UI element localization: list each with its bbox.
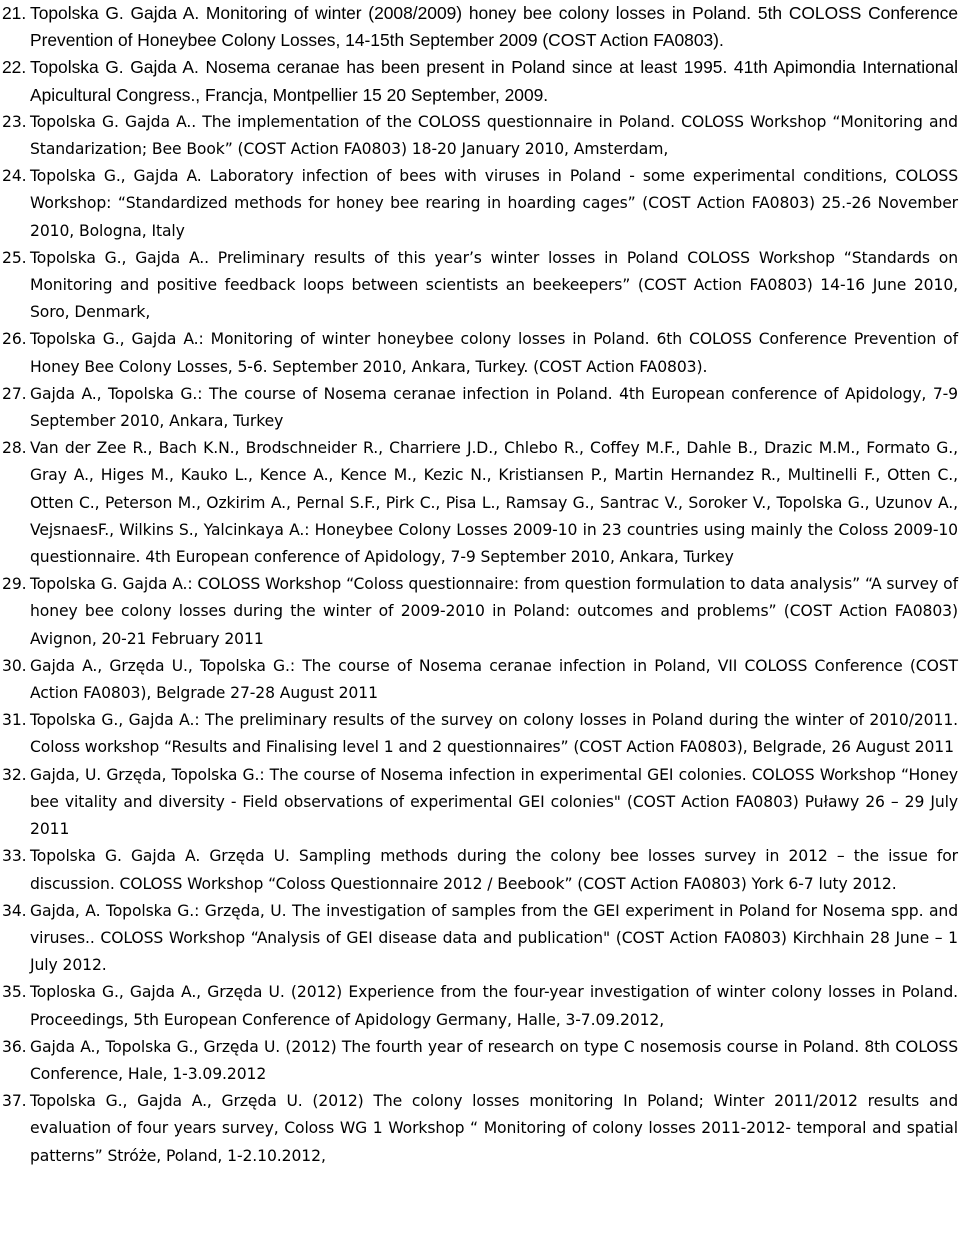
reference-text: Gajda A., Topolska G.: The course of Nosema ceranae infection in Poland. 4th European conference of Apidology, 7-9 September 2010, Ankara, Turkey <box>30 384 958 431</box>
reference-item <box>2 843 958 897</box>
reference-item <box>2 1034 958 1088</box>
reference-item <box>2 435 958 571</box>
reference-item <box>2 109 958 163</box>
reference-number: 31. <box>2 711 27 730</box>
reference-number: 26. <box>2 330 27 349</box>
reference-text: Topolska G. Gajda A. Monitoring of winter (2008/2009) honey bee colony losses in Poland. 5th COLOSS Conference Prevention of Honeybee Colony Losses, 14-15th September 2009 (COST Action FA0803). <box>30 3 958 51</box>
reference-item <box>2 1088 958 1170</box>
reference-item <box>2 979 958 1033</box>
reference-text: Toploska G., Gajda A., Grzęda U. (2012) Experience from the four-year investigation of winter colony losses in Poland. Proceedings, 5th European Conference of Apidology Germany, Halle, 3-7.09.2012, <box>30 983 958 1029</box>
reference-item <box>2 326 958 380</box>
reference-number: 24. <box>2 167 27 186</box>
reference-text: Topolska G. Gajda A.. The implementation of the COLOSS questionnaire in Poland. COLOSS Workshop “Monitoring and Standarization; Bee Book” (COST Action FA0803) 18-20 January 2010, Amsterdam, <box>30 112 958 159</box>
reference-number: 37. <box>2 1092 27 1111</box>
reference-text: Gajda A., Grzęda U., Topolska G.: The course of Nosema ceranae infection in Poland, VII COLOSS Conference (COST Action FA0803), Belgrade 27-28 August 2011 <box>30 656 958 703</box>
reference-number: 36. <box>2 1037 27 1056</box>
reference-number: 22. <box>2 57 27 78</box>
reference-item <box>2 54 958 108</box>
reference-item <box>2 707 958 761</box>
reference-number: 25. <box>2 248 27 267</box>
reference-text: Gajda, U. Grzęda, Topolska G.: The course of Nosema infection in experimental GEI colonies. COLOSS Workshop “Honey bee vitality and diversity - Field observations of experimental GEI colonies" (COST Action FA0803) Puławy 26 – 29 July 2011 <box>30 765 958 839</box>
reference-text: Topolska G., Gajda A.: Monitoring of winter honeybee colony losses in Poland. 6th COLOSS Conference Prevention of Honey Bee Colony Losses, 5-6. September 2010, Ankara, Turkey. (COST Action FA0803). <box>30 330 958 376</box>
reference-number: 27. <box>2 384 27 403</box>
reference-text: Topolska G., Gajda A.. Preliminary results of this year’s winter losses in Poland COLOSS Workshop “Standards on Monitoring and positive feedback loops between scientists an beekeepers” (COST Action FA0803) 14-16 June 2010, Soro, Denmark, <box>30 248 958 322</box>
reference-number: 33. <box>2 847 27 866</box>
reference-text: Topolska G., Gajda A., Grzęda U. (2012) The colony losses monitoring In Poland; Winter 2011/2012 results and evaluation of four years survey, Coloss WG 1 Workshop “ Monitoring of colony losses 2011-2012- temporal and spatial patterns” Stróże, Poland, 1-2.10.2012, <box>30 1092 958 1165</box>
reference-number: 21. <box>2 3 27 23</box>
reference-text: Topolska G. Gajda A. Nosema ceranae has been present in Poland since at least 1995. 41th Apimondia International Apicultural Congress., Francja, Montpellier 15 20 September, 2009. <box>30 57 958 105</box>
reference-item <box>2 245 958 327</box>
reference-number: 35. <box>2 983 27 1002</box>
reference-number: 34. <box>2 901 27 920</box>
reference-text: Topolska G. Gajda A.: COLOSS Workshop “Coloss questionnaire: from question formulation to data analysis” “A survey of honey bee colony losses during the winter of 2009-2010 in Poland: outcomes and problems” (COST Action FA0803) Avignon, 20-21 February 2011 <box>30 575 958 648</box>
reference-number: 32. <box>2 765 27 784</box>
reference-text: Topolska G., Gajda A.: The preliminary results of the survey on colony losses in Poland during the winter of 2010/2011. Coloss workshop “Results and Finalising level 1 and 2 questionnaires” (COST Action FA0803), Belgrade, 26 August 2011 <box>30 711 958 757</box>
reference-text: Van der Zee R., Bach K.N., Brodschneider R., Charriere J.D., Chlebo R., Coffey M.F., Dahle B., Drazic M.M., Formato G., Gray A., Higes M., Kauko L., Kence A., Kence M., Kezic N., Kristiansen P., Martin Hernandez R., Multinelli F., Otten C., Otten C., Peterson M., Ozkirim A., Pernal S.F., Pirk C., Pisa L., Ramsay G., Santrac V., Soroker V., Topolska G., Uzunov A., VejsnaesF., Wilkins S., Yalcinkaya A.: Honeybee Colony Losses 2009-10 in 23 countries using mainly the Coloss 2009-10 questionnaire. 4th European conference of Apidology, 7-9 September 2010, Ankara, Turkey <box>30 439 958 567</box>
reference-item <box>2 571 958 653</box>
reference-text: Topolska G., Gajda A. Laboratory infection of bees with viruses in Poland - some experimental conditions, COLOSS Workshop: “Standardized methods for honey bee rearing in hoarding cages” (COST Action FA0803) 25.-26 November 2010, Bologna, Italy <box>30 167 958 240</box>
reference-item <box>2 653 958 707</box>
reference-item <box>2 762 958 844</box>
reference-number: 23. <box>2 112 27 131</box>
reference-number: 29. <box>2 575 27 594</box>
reference-text: Gajda, A. Topolska G.: Grzęda, U. The investigation of samples from the GEI experiment in Poland for Nosema spp. and viruses.. COLOSS Workshop “Analysis of GEI disease data and publication" (COST Action FA0803) Kirchhain 28 June – 1 July 2012. <box>30 901 958 975</box>
reference-item <box>2 163 958 245</box>
reference-text: Gajda A., Topolska G., Grzęda U. (2012) The fourth year of research on type C nosemosis course in Poland. 8th COLOSS Conference, Hale, 1-3.09.2012 <box>30 1037 958 1083</box>
reference-number: 30. <box>2 656 27 675</box>
reference-item <box>2 898 958 980</box>
reference-text: Topolska G. Gajda A. Grzęda U. Sampling methods during the colony bee losses survey in 2012 – the issue for discussion. COLOSS Workshop “Coloss Questionnaire 2012 / Beebook” (COST Action FA0803) York 6-7 luty 2012. <box>30 847 958 893</box>
reference-item <box>2 381 958 435</box>
reference-item <box>2 0 958 54</box>
reference-number: 28. <box>2 439 27 458</box>
